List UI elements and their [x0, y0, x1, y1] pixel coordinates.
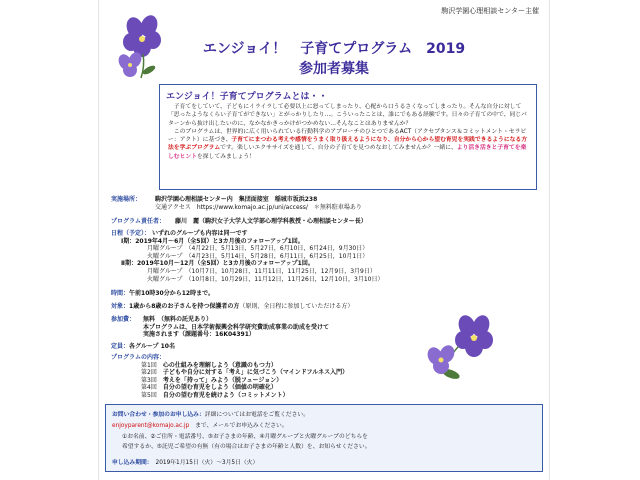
deadline-label: 申し込み期間：	[112, 460, 150, 466]
content-no: 第3回	[141, 376, 157, 384]
contents-label: プログラムの内容：	[111, 354, 165, 361]
schedule-note: いずれのグループも内容は同一です	[151, 230, 248, 237]
target-note: （原則、全日程に参加していただける方）	[239, 303, 354, 310]
time-value: 午前10時30分から12時まで。	[129, 290, 214, 297]
content-no: 第5回	[141, 391, 157, 399]
content-no: 第2回	[141, 369, 157, 377]
intro-box	[159, 84, 537, 190]
flyer-page	[98, 0, 550, 480]
deadline-line	[112, 457, 258, 466]
staff-label: プログラム責任者：	[111, 218, 165, 225]
term1-head: Ⅰ期：2019年4月〜6月（全5回）と3カ月後のフォローアップ1回。	[121, 237, 304, 245]
content-text: 心の仕組みを理解しよう（意識のもつ力）	[162, 361, 277, 369]
fee-line-3: 実施されます（課題番号：16K04391）	[143, 331, 255, 339]
violet-flower-icon	[421, 312, 497, 392]
title-line-2: 参加者募集	[299, 61, 369, 77]
intro-p2-a: このプログラムは、世界的に広く用いられている行動科学のアプローチのひとつであるACT（アクセプタンス＆コミットメント・セラピー：アクト）に基づき、	[168, 128, 527, 144]
fee-section	[111, 316, 329, 339]
intro-paragraph-1: 子育てをしていて、子どもにイライラして必要以上に怒ってしまったり、心配から口うるさくなってしまったり。そんな自分に対して「思ったようなくらい子育てができない」とがっかりしたり…。こういったことは、誰にでもある経験です。日々の子育ての中で、同じパターンから抜け出したいのに、なかなかきっかけがつかめない…そんなことはありませんか？	[168, 104, 527, 127]
contact-line-4: 希望するか、⑤託児ご希望の有無（有の場合はお子さまの年齢と人数）を、お知らせください。	[122, 444, 371, 450]
contact-line-3: ①お名前、②ご住所・電話番号、③お子さまの年齢、④月曜グループと火曜グループのどちらを	[122, 434, 368, 440]
fee-value: 無料 （無料の託児あり）	[143, 316, 213, 323]
place-label: 実施場所：	[111, 196, 142, 203]
content-text: 考えを「持って」みよう（脱フュージョン）	[162, 376, 283, 384]
time-section	[111, 290, 214, 298]
organizer-label: 駒沢学園心理相談センター主催	[441, 7, 539, 15]
time-label: 時間：	[111, 290, 130, 297]
place-section	[111, 196, 362, 211]
deadline-value: 2019年1月15日（火）〜3月5日（火）	[155, 460, 259, 466]
staff-section	[111, 218, 367, 226]
staff-line: 藤川 麗（駒沢女子大学人文学部心理学科教授・心理相談センター長）	[175, 218, 367, 225]
target-label: 対象：	[111, 303, 130, 310]
target-section	[111, 303, 353, 311]
title-line-1: エンジョイ！ 子育てプログラム 2019	[202, 41, 466, 57]
contact-email-line	[112, 420, 288, 429]
place-line-2: 交通アクセス https://www.komajo.ac.jp/uni/access/ ＊無料駐車場あり	[155, 203, 362, 211]
contact-box	[105, 404, 543, 472]
contact-head-text: 詳細についてはお電話をご覧ください。	[204, 412, 309, 418]
contents-section	[111, 354, 348, 400]
intro-p2-highlight: 子育てにまつわる考えや感情をうまく取り扱えるようになり、自分から心から望む育児を実践できるようになる方法を学ぶプログラム	[168, 137, 528, 152]
schedule-section	[111, 230, 384, 283]
fee-line-2: 本プログラムは、日本学術振興会科学研究費助成事業の助成を受けて	[143, 323, 329, 331]
contact-label: お問い合わせ・参加のお申し込み：	[112, 412, 205, 418]
contact-email-after: まで、メールでお申込みください。	[195, 423, 288, 429]
contact-head	[112, 409, 309, 418]
capacity-label: 定員：	[111, 343, 130, 350]
intro-heading: エンジョイ！子育てプログラムとは・・	[166, 92, 328, 102]
contact-email-link[interactable]: enjoyparent@komajo.ac.jp	[112, 423, 190, 429]
intro-p2-hint: より活き活きと子育てを楽しむヒント	[168, 145, 527, 160]
content-no: 第4回	[141, 384, 157, 392]
content-text: 自分の望む育児をしよう（価値の明確化）	[162, 384, 277, 392]
term1-monday: 月曜グループ （4月22日，5月13日，5月27日，6月10日，6月24日，9月30日）	[147, 245, 369, 253]
term2-head: Ⅱ期：2019年10月〜12月（全5回）と3カ月後のフォローアップ1回。	[121, 260, 314, 268]
content-no: 第1回	[141, 361, 157, 369]
intro-text	[168, 103, 530, 161]
term1-tuesday: 火曜グループ （4月23日，5月14日，5月28日，6月11日，6月25日，10月1日）	[147, 252, 369, 260]
violet-flower-icon	[113, 14, 175, 80]
intro-p2-e: を探してみましょう！	[197, 153, 255, 160]
capacity-value: 各グループ 10名	[129, 343, 175, 350]
content-text: 子どもや自分に対する「考え」に気づこう（マインドフルネス入門）	[162, 369, 349, 377]
place-line-1: 駒沢学園心理相談センター内 集団面接室 稲城市坂浜238	[155, 196, 318, 203]
content-text: 自分の望む育児を続けよう（コミットメント）	[162, 391, 289, 399]
schedule-label: 日程（予定）：	[111, 230, 151, 237]
target-value: 1歳から8歳のお子さんを持つ保護者の方	[129, 303, 240, 310]
capacity-section	[111, 343, 175, 351]
term2-monday: 月曜グループ （10月7日，10月28日，11月11日，11月25日，12月9日，3月9日）	[147, 267, 376, 275]
fee-label: 参加費：	[111, 316, 136, 323]
intro-p2-c: です。楽しいエクササイズを通して、自分の子育てを見つめなおしてみませんか？一緒に、	[220, 145, 457, 152]
term2-tuesday: 火曜グループ （10月8日，10月29日，11月12日，11月26日，12月10日，3月10日）	[147, 275, 384, 283]
intro-paragraph-2	[168, 128, 530, 161]
